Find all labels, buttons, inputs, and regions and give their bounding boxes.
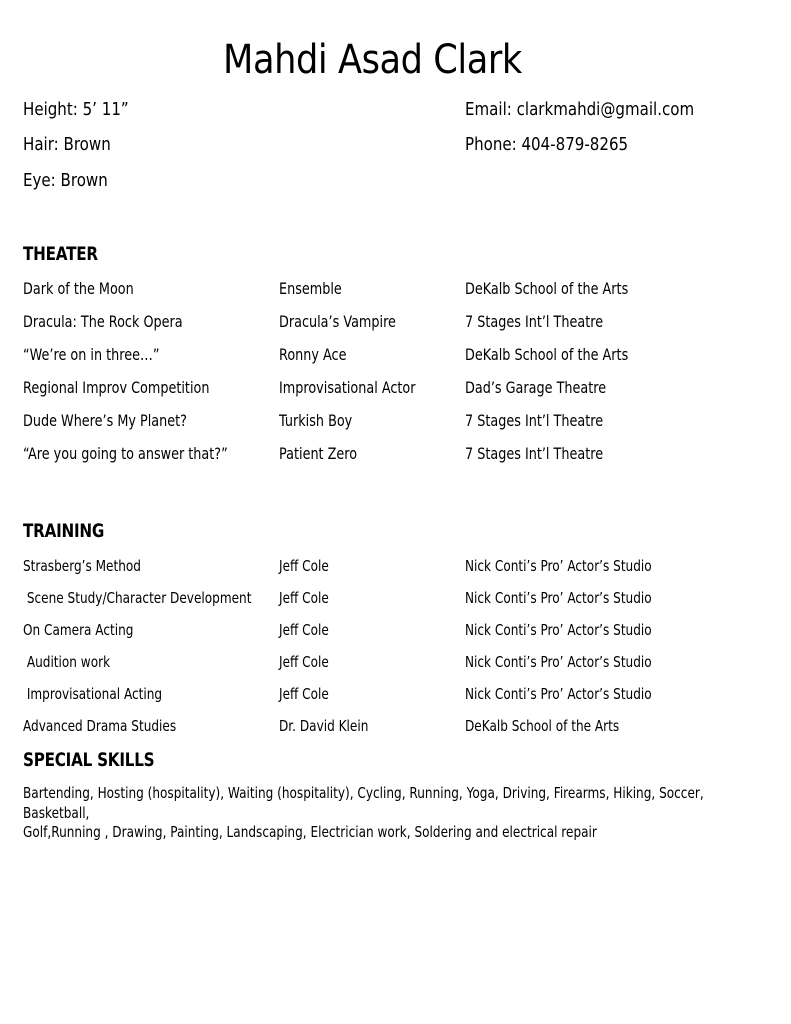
skills-line: Bartending, Hosting (hospitality), Waiting (hospitality), Cycling, Running, Yoga, Driving, Firearms, Hiking, Soccer, Basketball,	[23, 784, 704, 822]
theater-row	[0, 443, 791, 467]
special-skills-heading: SPECIAL SKILLS	[23, 749, 155, 771]
hair-stat: Hair: Brown	[23, 135, 111, 155]
training-teacher: Jeff Cole	[279, 653, 329, 671]
special-skills-list	[23, 784, 709, 843]
theater-role: Patient Zero	[279, 444, 358, 463]
training-teacher: Dr. David Klein	[279, 717, 369, 735]
training-teacher: Jeff Cole	[279, 589, 329, 607]
training-row	[0, 619, 791, 643]
theater-row	[0, 278, 791, 302]
training-row	[0, 587, 791, 611]
theater-venue: 7 Stages Int’l Theatre	[465, 312, 604, 331]
theater-venue: 7 Stages Int’l Theatre	[465, 411, 604, 430]
skills-line: Golf,Running , Drawing, Painting, Landscaping, Electrician work, Soldering and electrical repair	[23, 823, 597, 841]
eye-stat: Eye: Brown	[23, 171, 108, 191]
training-course: Improvisational Acting	[23, 685, 163, 703]
theater-venue: DeKalb School of the Arts	[465, 279, 629, 298]
theater-role: Turkish Boy	[279, 411, 353, 430]
theater-row	[0, 377, 791, 401]
theater-venue: Dad’s Garage Theatre	[465, 378, 607, 397]
training-studio: Nick Conti’s Pro’ Actor’s Studio	[465, 557, 652, 575]
theater-venue: 7 Stages Int’l Theatre	[465, 444, 604, 463]
training-row	[0, 715, 791, 739]
theater-heading: THEATER	[23, 243, 98, 265]
email-contact: Email: clarkmahdi@gmail.com	[465, 100, 695, 120]
theater-row	[0, 311, 791, 335]
training-studio: Nick Conti’s Pro’ Actor’s Studio	[465, 685, 652, 703]
phone-contact: Phone: 404-879-8265	[465, 135, 629, 155]
training-studio: DeKalb School of the Arts	[465, 717, 620, 735]
training-course: On Camera Acting	[23, 621, 134, 639]
theater-role: Ronny Ace	[279, 345, 347, 364]
theater-production: “Are you going to answer that?”	[23, 444, 228, 463]
training-teacher: Jeff Cole	[279, 685, 329, 703]
height-stat: Height: 5’ 11”	[23, 100, 129, 120]
theater-row	[0, 344, 791, 368]
training-row	[0, 555, 791, 579]
actor-name: Mahdi Asad Clark	[223, 37, 522, 83]
theater-row	[0, 410, 791, 434]
training-studio: Nick Conti’s Pro’ Actor’s Studio	[465, 621, 652, 639]
theater-production: Dracula: The Rock Opera	[23, 312, 183, 331]
theater-role: Ensemble	[279, 279, 342, 298]
training-row	[0, 651, 791, 675]
theater-production: “We’re on in three…”	[23, 345, 160, 364]
theater-production: Dude Where’s My Planet?	[23, 411, 187, 430]
theater-production: Dark of the Moon	[23, 279, 134, 298]
training-course: Audition work	[23, 653, 111, 671]
training-course: Strasberg’s Method	[23, 557, 141, 575]
training-studio: Nick Conti’s Pro’ Actor’s Studio	[465, 653, 652, 671]
theater-role: Improvisational Actor	[279, 378, 416, 397]
training-studio: Nick Conti’s Pro’ Actor’s Studio	[465, 589, 652, 607]
theater-production: Regional Improv Competition	[23, 378, 210, 397]
theater-role: Dracula’s Vampire	[279, 312, 396, 331]
training-course: Scene Study/Character Development	[23, 589, 252, 607]
training-teacher: Jeff Cole	[279, 557, 329, 575]
training-heading: TRAINING	[23, 520, 105, 542]
training-teacher: Jeff Cole	[279, 621, 329, 639]
training-row	[0, 683, 791, 707]
training-course: Advanced Drama Studies	[23, 717, 177, 735]
theater-venue: DeKalb School of the Arts	[465, 345, 629, 364]
